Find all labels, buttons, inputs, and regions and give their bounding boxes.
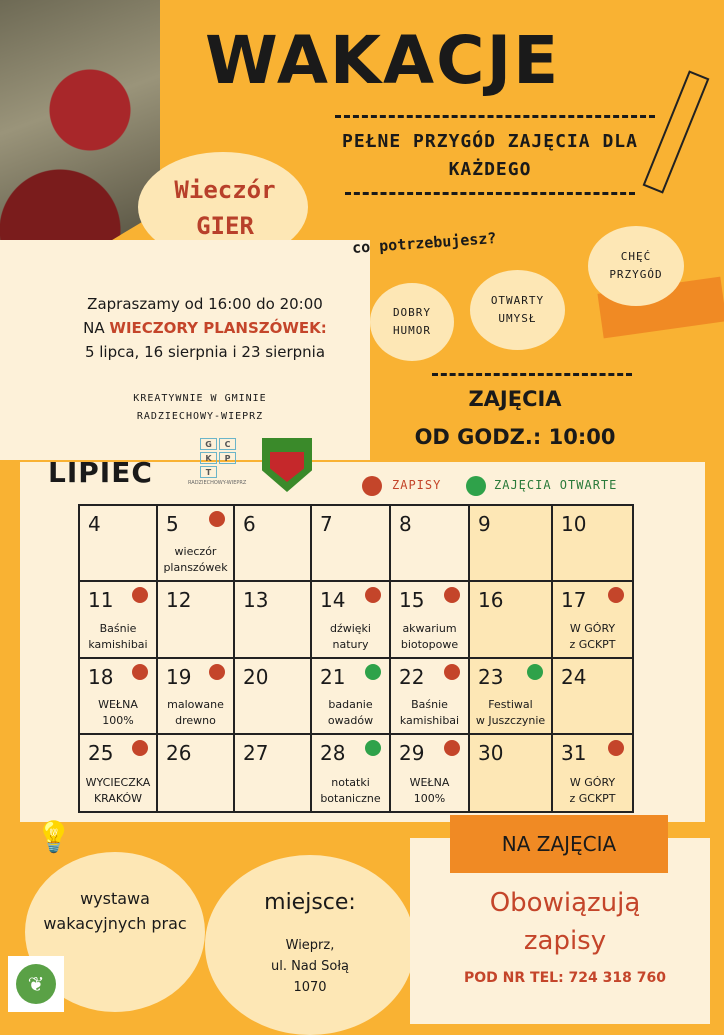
- day-number: 20: [243, 664, 269, 689]
- event-label: notatki botaniczne: [320, 776, 381, 805]
- registration-text: [430, 884, 700, 960]
- invite-line3: 5 lipca, 16 sierpnia i 23 sierpnia: [84, 343, 326, 361]
- event-label: WYCIECZKA KRAKÓW: [85, 776, 151, 805]
- logo-letter: K: [200, 452, 217, 464]
- event-label: malowane drewno: [167, 697, 224, 727]
- logo-caption: RADZIECHOWY-WIEPRZ: [188, 480, 247, 486]
- calendar-day: [235, 659, 312, 735]
- need-bubble-adventure: [588, 226, 684, 306]
- logo-letter: G: [200, 438, 217, 450]
- calendar-day: [235, 735, 312, 811]
- open-class-dot: [365, 664, 381, 680]
- event-label: badanie owadów: [327, 697, 374, 727]
- schedule-text: [395, 380, 635, 456]
- calendar-day: [235, 582, 312, 658]
- day-number: 4: [88, 512, 101, 536]
- address-line2: ul. Nad Sołą: [270, 959, 350, 974]
- calendar-day: [391, 506, 470, 582]
- day-number: 26: [166, 740, 192, 765]
- day-number: 28: [320, 740, 346, 765]
- organizer-line2: RADZIECHOWY-WIEPRZ: [136, 411, 264, 422]
- open-class-dot: [527, 664, 543, 680]
- lightbulb-icon: 💡: [35, 820, 73, 855]
- need-line: CHĘĆ: [620, 250, 652, 263]
- calendar-day: [470, 582, 553, 658]
- calendar-day: [312, 506, 391, 582]
- place-label: miejsce:: [264, 890, 356, 915]
- event-label: Festiwal w Juszczynie: [475, 697, 546, 727]
- day-number: 19: [166, 664, 192, 689]
- calendar-day: [80, 582, 158, 658]
- event-label: W GÓRY z GCKPT: [569, 776, 616, 805]
- legend-open: ZAJĘCIA OTWARTE: [494, 478, 618, 492]
- leaf-logo-icon: ❦: [8, 956, 64, 1012]
- calendar-day: [312, 735, 391, 811]
- registration-line2: zapisy: [523, 926, 607, 956]
- calendar-day: [158, 506, 235, 582]
- legend-red-dot: [362, 476, 382, 496]
- event-label: WEŁNA 100%: [98, 697, 138, 727]
- calendar-day: [312, 582, 391, 658]
- day-number: 8: [399, 512, 412, 536]
- invite-highlight: WIECZORY PLANSZÓWEK:: [109, 319, 327, 337]
- day-number: 24: [561, 664, 587, 689]
- day-number: 6: [243, 512, 256, 536]
- divider: [345, 192, 635, 195]
- calendar-day: [553, 735, 632, 811]
- day-number: 21: [320, 664, 346, 689]
- registration-dot: [209, 511, 225, 527]
- registration-dot: [209, 664, 225, 680]
- registration-dot: [444, 587, 460, 603]
- calendar-day: [470, 506, 553, 582]
- calendar-day: [391, 735, 470, 811]
- calendar-day: [158, 735, 235, 811]
- calendar-day: [158, 582, 235, 658]
- need-line: DOBRY: [392, 306, 432, 319]
- registration-dot: [365, 587, 381, 603]
- registration-header: NA ZAJĘCIA: [450, 815, 668, 873]
- day-number: 22: [399, 664, 425, 689]
- need-bubble-humor: [370, 283, 454, 361]
- calendar-day: [470, 659, 553, 735]
- legend-green-dot: [466, 476, 486, 496]
- address-line3: 1070: [293, 980, 327, 995]
- phone-number: POD NR TEL: 724 318 760: [464, 970, 666, 986]
- calendar-day: [312, 659, 391, 735]
- page-subtitle: PEŁNE PRZYGÓD ZAJĘCIA DLA KAŻDEGO: [342, 131, 638, 180]
- day-number: 14: [320, 588, 346, 613]
- pencil-icon: [643, 70, 710, 193]
- calendar-day: [80, 735, 158, 811]
- event-label: dźwięki natury: [329, 621, 371, 651]
- games-line1: Wieczór: [174, 176, 276, 204]
- invite-line1: Zapraszamy od 16:00 do 20:00: [87, 295, 323, 313]
- need-line: HUMOR: [392, 324, 432, 337]
- organizer-line1: KREATYWNIE W GMINIE: [133, 393, 267, 404]
- calendar-grid: [78, 504, 634, 813]
- registration-dot: [132, 664, 148, 680]
- day-number: 5: [166, 512, 179, 536]
- event-label: WEŁNA 100%: [409, 776, 450, 805]
- registration-dot: [444, 664, 460, 680]
- day-number: 9: [478, 512, 491, 536]
- photo-image: [0, 0, 160, 240]
- day-number: 17: [561, 588, 587, 613]
- need-line: UMYSŁ: [498, 312, 537, 325]
- event-label: akwarium biotopowe: [400, 621, 459, 651]
- schedule-line2: OD GODZ.: 10:00: [414, 425, 616, 449]
- calendar-day: [158, 659, 235, 735]
- day-number: 12: [166, 588, 192, 613]
- registration-dot: [444, 740, 460, 756]
- day-number: 13: [243, 588, 269, 613]
- day-number: 30: [478, 740, 504, 765]
- need-line: PRZYGÓD: [609, 268, 663, 281]
- calendar-day: [553, 659, 632, 735]
- exhibition-text: wystawa wakacyjnych prac: [43, 889, 187, 933]
- address-line1: Wieprz,: [285, 938, 335, 953]
- logo-letter: C: [219, 438, 236, 450]
- day-number: 18: [88, 664, 114, 689]
- games-title: [160, 172, 290, 244]
- day-number: 31: [561, 740, 587, 765]
- registration-dot: [132, 587, 148, 603]
- calendar-day: [80, 659, 158, 735]
- place-address: [220, 935, 400, 998]
- invite-line2: [60, 316, 350, 340]
- day-number: 10: [561, 512, 587, 536]
- need-bubble-mind: [470, 270, 565, 350]
- need-line: OTWARTY: [490, 294, 545, 307]
- day-number: 11: [88, 588, 114, 613]
- calendar-day: [391, 582, 470, 658]
- divider: [432, 373, 632, 376]
- registration-dot: [132, 740, 148, 756]
- calendar-day: [80, 506, 158, 582]
- registration-dot: [608, 587, 624, 603]
- day-number: 7: [320, 512, 333, 536]
- event-label: wieczór planszówek: [163, 545, 228, 575]
- calendar-day: [391, 659, 470, 735]
- divider: [335, 115, 655, 118]
- calendar-day: [553, 506, 632, 582]
- registration-line1: Obowiązują: [489, 888, 641, 918]
- invite-text: [60, 292, 350, 364]
- day-number: 15: [399, 588, 425, 613]
- gckpt-logo-icon: [200, 438, 236, 478]
- page-title: WAKACJE: [205, 22, 561, 99]
- registration-dot: [608, 740, 624, 756]
- day-number: 16: [478, 588, 504, 613]
- schedule-line1: ZAJĘCIA: [468, 387, 562, 411]
- organizer-text: [95, 390, 305, 426]
- day-number: 25: [88, 740, 114, 765]
- open-class-dot: [365, 740, 381, 756]
- calendar-day: [235, 506, 312, 582]
- needs-label: co potrzebujesz?: [351, 228, 497, 258]
- day-number: 27: [243, 740, 269, 765]
- event-label: Baśnie kamishibai: [399, 697, 460, 727]
- logo-letter: P: [219, 452, 236, 464]
- day-number: 29: [399, 740, 425, 765]
- event-label: Baśnie kamishibai: [88, 621, 148, 651]
- games-line2: GIER: [196, 212, 254, 240]
- calendar-day: [470, 735, 553, 811]
- day-number: 23: [478, 664, 504, 689]
- invite-prefix: NA: [83, 319, 110, 337]
- logo-letter: T: [200, 466, 217, 478]
- legend-registration: ZAPISY: [392, 478, 442, 492]
- month-title: LIPIEC: [48, 456, 153, 489]
- calendar-day: [553, 582, 632, 658]
- event-label: W GÓRY z GCKPT: [569, 621, 616, 651]
